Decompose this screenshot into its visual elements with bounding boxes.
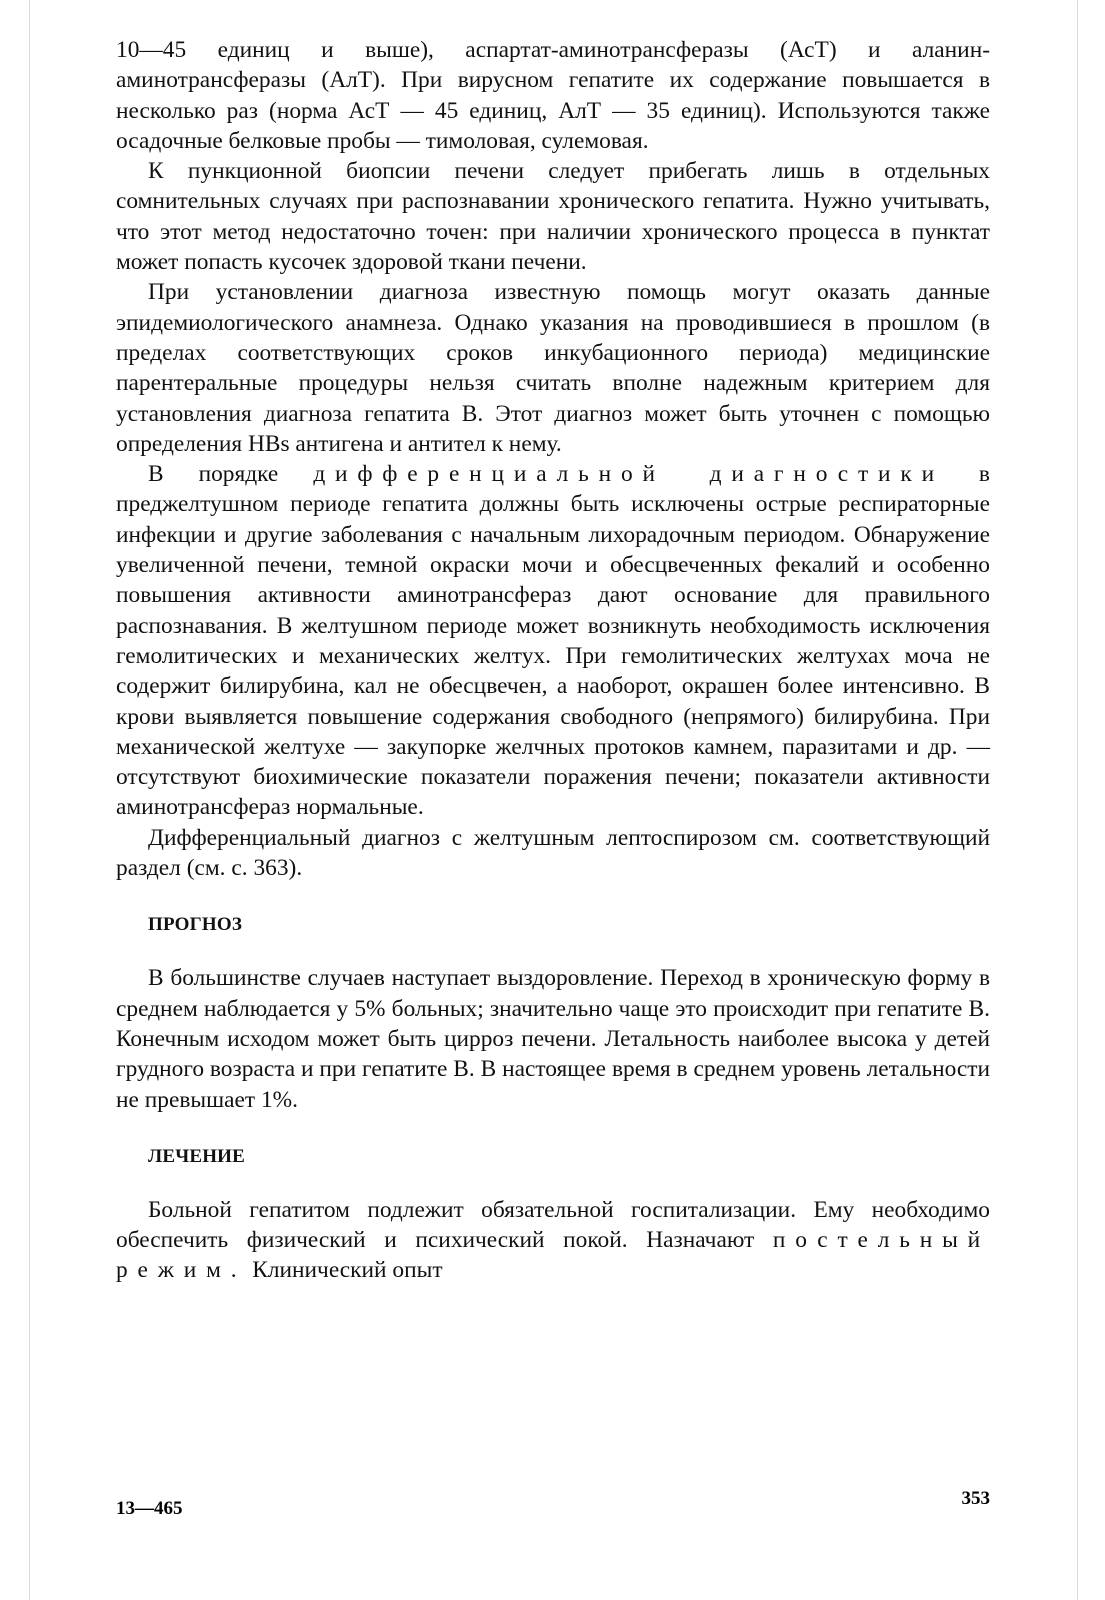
page-edge-right xyxy=(1077,0,1078,1600)
treatment-text: Больной гепатитом подлежит обязательной госпитализации. Ему необходимо обеспечить физический и психический покой. Назначают xyxy=(116,1196,990,1254)
treatment-text-end: Клинический опыт xyxy=(252,1257,443,1284)
differential-term: дифференциальной диагностики xyxy=(313,461,944,488)
signature-mark: 13—465 xyxy=(116,1498,183,1519)
page-body xyxy=(116,35,990,1286)
differential-text: в преджелтушном периоде гепатита должны быть исключены острые респираторные инфекции и другие заболевания с начальным лихорадочным периодом. Обнаружение увеличенной печени, темной окраски мочи и обесцвеченных фекалий и особенно повышения активности аминотрансфераз дают основание для правильного распознавания. В желтушном периоде может возникнуть необходимость исключения гемолитических и механических желтух. При гемолитических желтухах моча не содержит билирубина, кал не обесцвечен, а наоборот, окрашен более интенсивно. В крови выявляется повышение содержания свободного (непрямого) билирубина. При механической желтухе — закупорке желчных протоков камнем, паразитами и др. — отсутствуют биохимические показатели поражения печени; показатели активности аминотрансфераз нормальные. xyxy=(116,461,990,821)
paragraph-differential-diagnosis xyxy=(116,459,990,823)
page-number: 353 xyxy=(961,1488,990,1509)
treatment-term: постельный режим. xyxy=(116,1227,990,1284)
paragraph-prognosis: В большинстве случаев наступает выздоровление. Переход в хроническую форму в среднем наблюдается у 5% больных; значительно чаще это происходит при гепатите В. Конечным исходом может быть цирроз печени. Летальность наиболее высока у детей грудного возраста и при гепатите В. В настоящее время в среднем уровень летальности не превышает 1%. xyxy=(116,965,990,1113)
paragraph-treatment xyxy=(116,1195,990,1286)
paragraph-leptospirosis: Дифференциальный диагноз с желтушным лептоспирозом см. соответствующий раздел (см. с. 363). xyxy=(116,824,990,882)
differential-intro: В порядке xyxy=(148,461,279,488)
paragraph-lab-tests: 10—45 единиц и выше), аспартат-аминотрансферазы (АсТ) и аланин-аминотрансферазы (АлТ). При вирусном гепатите их содержание повышается в несколько раз (норма АсТ — 45 единиц, АлТ — 35 единиц). Используются также осадочные белковые пробы — тимоловая, сулемовая. xyxy=(116,37,990,154)
heading-prognosis: ПРОГНОЗ xyxy=(148,914,243,936)
heading-treatment: ЛЕЧЕНИЕ xyxy=(148,1145,246,1167)
paragraph-epidemiology: При установлении диагноза известную помощь могут оказать данные эпидемиологического анамнеза. Однако указания на проводившиеся в прошлом (в пределах соответствующих сроков инкубационного периода) медицинские парентеральные процедуры нельзя считать вполне надежным критерием для установления диагноза гепатита В. Этот диагноз может быть уточнен с помощью определения HBs антигена и антител к нему. xyxy=(116,279,990,457)
paragraph-biopsy: К пункционной биопсии печени следует прибегать лишь в отдельных сомнительных случаях при распознавании хронического гепатита. Нужно учитывать, что этот метод недостаточно точен: при наличии хронического процесса в пунктат может попасть кусочек здоровой ткани печени. xyxy=(116,158,990,276)
